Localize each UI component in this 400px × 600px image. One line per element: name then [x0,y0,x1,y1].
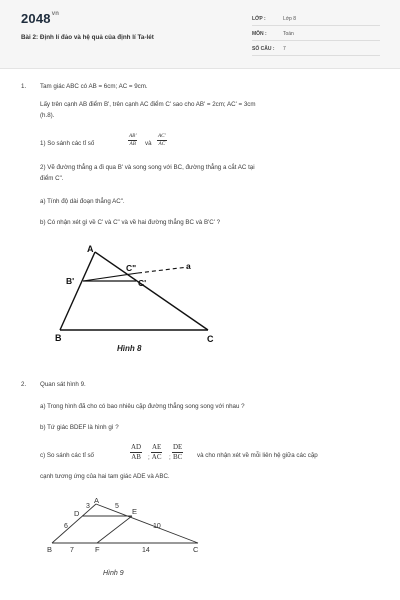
part-2b-prompt: b) Có nhận xét gì về C' và C" và về hai đường thẳng BC và B'C' ? [40,219,221,226]
meta-row-question-count [252,44,380,56]
label-a: A [87,244,94,254]
conjunction-text: và [145,140,152,147]
fraction-numerator: AC' [158,133,166,139]
label-a: A [94,496,100,505]
part-c-prompt: c) So sánh các tỉ số [40,452,94,459]
part-c-prompt: và cho nhận xét về mỗi liên hệ giữa các cặp [197,452,318,459]
fraction-denominator: BC [173,453,183,461]
figure-9 [40,490,210,582]
part-2a-prompt: a) Tính độ dài đoạn thẳng AC". [40,198,125,205]
fraction-ae-ac [151,443,162,462]
segment-b1c2 [83,273,138,281]
question-text: Lấy trên cạnh AB điểm B', trên cạnh AC điểm C' sao cho AB' = 2cm; AC' = 3cm [40,101,256,108]
separator: ; [169,454,171,461]
meta-value: 7 [283,46,286,52]
part-a-prompt: a) Trong hình đã cho có bao nhiêu cặp đường thẳng song song với nhau ? [40,403,245,410]
label-b-prime: B' [66,276,75,286]
label-c-prime: C' [138,278,147,288]
figure-8-caption: Hình 8 [117,344,142,353]
fraction-ab1-ab [128,133,137,148]
separator: ; [148,454,150,461]
question-text: Quan sát hình 9. [40,381,86,388]
length-ae: 5 [115,503,119,510]
meta-label: LỚP : [252,16,266,22]
meta-label: SỐ CÂU : [252,46,275,52]
part-1-prompt: 1) So sánh các tỉ số [40,140,95,147]
meta-row-class [252,14,380,26]
length-bf: 7 [70,547,74,554]
fraction-de-bc [172,443,183,462]
label-c: C [207,334,214,344]
side-ac [95,252,208,330]
fraction-numerator: AB' [129,133,137,139]
question-number: 2. [21,381,27,388]
question-text: (h.8). [40,112,55,119]
length-fc: 14 [142,547,150,554]
logo-suffix: vn [51,11,60,17]
length-db: 6 [64,523,68,530]
logo-text: 2048 [21,11,51,26]
side-ac [96,504,198,543]
figure-9-caption: Hình 9 [103,570,124,577]
part-2-prompt: điểm C". [40,175,64,182]
site-logo[interactable] [21,11,59,26]
fraction-ac1-ac [157,133,167,148]
length-ad: 3 [86,503,90,510]
length-ec: 10 [153,523,161,530]
segment-ef [97,516,132,543]
meta-value: Lớp 8 [283,16,297,22]
label-b: B [47,545,53,554]
figure-8 [40,238,230,358]
part-2-prompt: 2) Vẽ đường thẳng a đi qua B' và song song với BC, đường thẳng a cắt AC tại [40,164,255,171]
label-c: C [193,545,199,554]
fraction-ad-ab [130,443,142,462]
fraction-denominator: AB [131,453,141,461]
line-a-dashed [138,267,188,273]
meta-label: MÔN : [252,31,267,37]
question-number: 1. [21,83,27,90]
part-b-prompt: b) Tứ giác BDEF là hình gì ? [40,424,119,431]
part-c-prompt: cạnh tương ứng của hai tam giác ADE và ABC. [40,473,170,480]
label-b: B [55,333,62,343]
label-d: D [74,509,80,518]
fraction-denominator: AC [158,141,166,147]
label-line-a: a [186,261,191,271]
label-c-double-prime: C" [126,263,137,273]
label-e: E [132,507,138,516]
side-ab [60,252,95,330]
vertex-labels [47,496,199,554]
document-header [0,0,400,69]
fraction-denominator: AC [151,453,162,461]
fraction-numerator: DE [173,443,183,451]
lesson-title: Bài 2: Định lí đảo và hệ quả của định lí Ta-lét [21,34,154,41]
meta-value: Toán [283,31,294,37]
question-text: Tam giác ABC có AB = 6cm; AC = 9cm. [40,83,148,90]
fraction-denominator: AB [129,141,136,147]
label-f: F [95,545,100,554]
fraction-numerator: AD [131,443,142,451]
meta-row-subject [252,29,380,41]
fraction-numerator: AE [152,443,162,451]
